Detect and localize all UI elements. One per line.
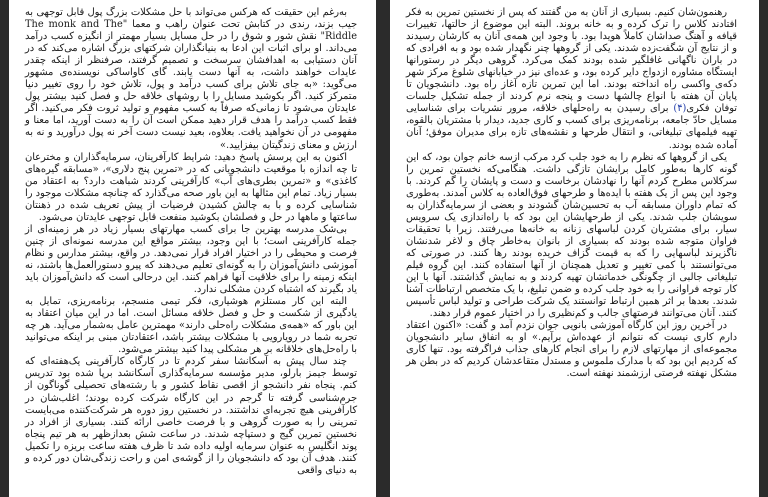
paragraph: یکی از گروهها که نظرم را به خود جلب کرد مرکب ازسه خانم جوان بود، که این گونه کارها به‌طور کامل برایشان تازگی داشت. هنگامی‌که نخستین تمرین را سرکلاس مطرح کردم آنها را نهادشان برخاست و دست و پایشان را گم کردند. با وجود این پس از یک هفته با ایده‌ها و طرحهای فوق‌العاده به کلاس آمدند. به‌طوری که تمام داوران مسابقه آب به تحسین‌شان گشودند و بعضی از سرمایه‌گذاران به سویشان جلب شدند. یکی از طرحهایشان این بود که با راه‌اندازی یک سرویس سیار، برای مشتریان کردن لباسهای زنانه به خانه‌ها می‌رفتند. زیرا با تحقیقات فراوان متوجه شده بودند که بسیاری از بانوان به‌خاطر چاق و لاغر شدنشان ناگزیرند لباسهایی را که به قیمت گزاف خریده بودند رها کنند. در صورتی که می‌توانستند با کمی تغییر و تعدیل همچنان از آنها استفاده کنند. این گروه فیلم تبلیغاتی جالبی از چگونگی خدماتشان تهیه کردند و به نمایش گذاشتند. آنها با این کار توجه فراوانی را به خود جلب کرده و ضمن تبلیغ، با یک متخصص ارتباطات آشنا شدند. بعدها بر اثر همین ارتباط توانستند یک شرکت طراحی و تولید لباس تأسیس کنند. آنان می‌توانند فرصتهای جالب و کم‌نظیری را در اختیار عموم قرار دهند. <box>406 151 737 320</box>
left-page <box>9 0 376 497</box>
paragraph: چند سال پیش به آسکانشا سفر کردم تا در کارگاه کارآفرینی یک‌هفته‌ای که توسط جیمز بارلو، مدیر مؤسسه سرمایه‌گذاری آسکانشد برپا شده بود تدریس کنم. پنجاه نفر دانشجو از اقصی نقاط کشور و با رشته‌های تحصیلی گوناگون از جرم‌شناسی گرفته تا گرجم در این کارگاه شرکت کرده بودند؛ اغلب‌شان در کارآفرینی هیچ تجربه‌ای نداشتند. در نخستین روز دوره هر شرکت‌کننده می‌بایست تمرینی را به صورت گروهی و با فرصت خاصی ارائه کنند. بسیاری از افراد در نخستین تمرین گیج و دستپاچه شدند. در ساعت شش بعدازظهر به هر تیم پنجاه پوند انگلیس به عنوان سرمایه اولیه داده شد تا ظرف هفته ساعت بریزه را تکمیل کنند. هدف آن بود که دانشجویان را از گوشه‌ی امن و راحت زندگی‌شان دور کرده و به دنیای واقعی <box>25 356 357 476</box>
paragraph-text: برای رسیدن به راه‌حلهای خلاقه، مرور نشریات برای شناسایی مسایل حادّ جامعه، برنامه‌ریزی برای کسب و کاری جدید، دیدار با مشتریان بالقوه، تهیه فیلمهای تبلیغاتی، و انتقال طرحها و نقشه‌های تازه برای مدیران موفق؛ آنان آماده شده بودند. <box>406 103 737 151</box>
paragraph: البته این کار مستلزم هوشیاری، فکر تیمی منسجم، برنامه‌ریزی، تمایل به یادگیری از شکست و حل و فصل خلاقه مسائل است. اما در این میان اعتقاد به این باور که «همه‌ی مشکلات راه‌حلی دارند» مهمترین عامل به‌شمار می‌آید. هر چه تجربه شما در رویارویی با مشکلات بیشتر باشد، اعتقادتان مبنی بر اینکه می‌توانید با راه‌حل‌های خلاقانه بر هر مشکلی پیدا کنید بیشتر می‌شود. <box>25 296 357 356</box>
paragraph: بی‌شک مدرسه بهترین جا برای کسب مهارتهای بسیار زیاد در هر زمینه‌ای از جمله کارآفرینی است؛ با این وجود، بیشتر مواقع این مدرسه نمونه‌ای از چنین فرصت و محیطی را در اختیار افراد قرار نمی‌دهد. در واقع، بیشتر مدارس و نظام آموزشی دانش‌آموزان را به گونه‌ای تعلیم می‌دهند که پیرو دستورالعمل‌ها باشند، نه اینکه زمینه را برای خلاقیت آنها فراهم کنند. این درحالی است که دانش‌آموزان باید یاد بگیرند که اشتباه کردن مشکلی ندارد. <box>25 223 357 296</box>
paragraph: به‌رغم این حقیقت که هرکس می‌تواند با حل مشکلات بزرگ پول قابل توجهی به جیب بزند، رندی در کتابش تحت عنوان راهب و معما "The monk and The Riddle" نقش شور و شوق را در حل مسایل بسیار مهمتر از انگیزه کسب درآمد می‌داند. او برای اثبات این ادعا به بنیانگذاران شرکتهای بزرگ اشاره می‌کند که در آنان دستیابی به اهدافشان سرسخت و تصمیم گرفتند، صرفنظر از اینکه چقدر عایدات خواهند داشت، به آنها دست یابند. گای کاواساکی نویسنده‌ی مشهور می‌گوید: «به جای تلاش برای کسب درآمد و پول، تلاش خود را روی تغییر دنیا متمرکز کنید. اگر بکوشید مسایل را با روشهای خلاقه حل و فصل کنید بیشتر پول عایدتان می‌شود تا زمانی‌که صرفاً به کسب مفهوم و تولید ثروت فکر می‌کنید. اگر فقط کسب درآمد را هدف قرار دهید ممکن است آن را به دست آورید، اما معنا و مفهومی در آن نخواهید یافت. بعلاوه، بعید نیست دست آخر نه پول درآورید و نه به ارزش و معنای زندگیتان بیفزایید.» <box>25 7 358 151</box>
paragraph <box>406 7 737 152</box>
right-page-text <box>406 7 737 380</box>
left-page-text <box>25 7 357 477</box>
paragraph-text: رهنمون‌شان کنیم. بسیاری از آنان به من گفتند که پس از نخستین تمرین به فکر افتادند کلاس را ترک کرده و به خانه بروند. البته این موضوع از حالتها، تغییرات قیافه و آهنگ صداشان کاملاً هویدا بود. با وجود این همه‌ی آنان به کارشان رسیدند و از نتایج آن شگفت‌زده شدند. یکی از گروهها چنر نگهدار شده بود و به افرادی که در باران ناگهانی غافلگیر شده بودند کمک می‌کرد. گروهی دیگر در رستورانها ایستگاه مشاوره ازدواج دایر کرده بود، و عده‌ای نیز در خیابانهای شلوغ مرکز شهر دکه‌ی واکسی راه انداخته بودند. اما این تمرین تازه آغاز راه بود. دانشجویان تا پایان آن هفته با انواع چالشها دست و پنجه نرم کردند از جمله تشکیل جلسات توفان فکری <box>406 7 737 115</box>
paragraph: در آخرین روز این کارگاه آموزشی بانویی جوان نزدم آمد و گفت: «اکنون اعتقاد دارم کاری نیست که نتوانم از عهده‌اش برآیم.» او به اتفاق سایر دانشجویان مجموعه‌ای از مهارتهای لازم را برای انجام کارهای جذاب فراگرفته بود. تنها کاری که کردیم این بود که با مدارک ملموس و مستدل متقاعدشان کردیم که در بطن هر مشکل نهفته فرصتی ارزشمند نهفته است. <box>406 320 737 380</box>
paragraph: اکنون به این پرسش پاسخ دهید: شرایط کارآفرینان، سرمایه‌گذاران و مخترعان تا چه اندازه با موقعیت دانشجویانی که در «تمرین پنج دلاری»، «مسابقه گیره‌های کاغذی» و «تمرین بطری‌های آب» کارآفرینی کردند شباهت دارد؟ به اعتقاد من بسیار زیاد. تمام این مثالها به این باور صحه می‌گذارد که چنانچه مشکلات موجود را شناسایی کرده و با به چالش کشیدن فرضیات از پیش تعریف شده در ذهنتان ساعتها و ماهها در حل و فصلشان بکوشید منفعت قابل توجهی عایدتان می‌شود. <box>25 151 357 223</box>
right-page <box>390 0 759 497</box>
footnote-reference[interactable]: (۴) <box>673 103 687 115</box>
